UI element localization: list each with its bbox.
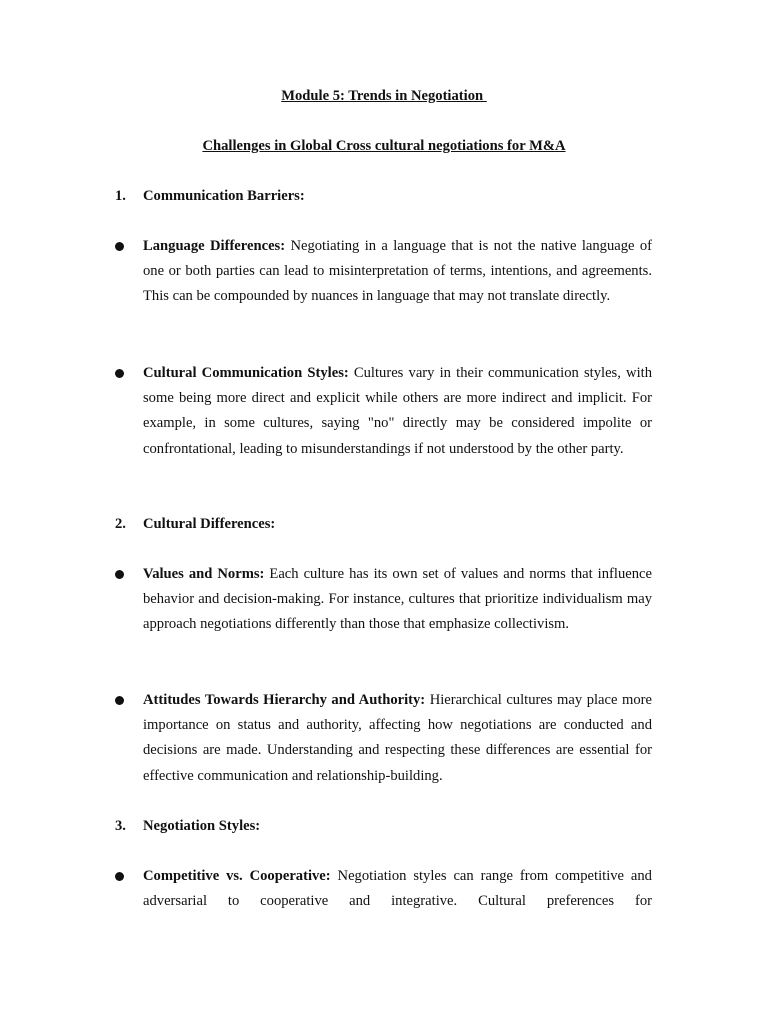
bullet-text — [143, 688, 652, 789]
bullet-body: Negotiating in a language that is not the native language of one or both parties can lead to misinterpretation of terms, intentions, and agreements. This can be compounded by nuances in language that may not translate directly. — [143, 238, 653, 305]
bullet-text — [143, 864, 652, 914]
bullet-text — [143, 234, 652, 310]
bullet-body: Hierarchical cultures may place more importance on status and authority, affecting how negotiations are conducted and decisions are made. Understanding and respecting these differences are essential for effective communication and relationship-building. — [143, 692, 652, 784]
bullet-term: Cultural Communication Styles: — [143, 365, 349, 381]
bullet-body: Cultures vary in their communication styles, with some being more direct and explicit while others are more indirect and implicit. For example, in some cultures, saying "no" directly may be considered impolite or confrontational, leading to misunderstandings if not understood by the other party. — [143, 365, 652, 457]
section-title: Cultural Differences: — [143, 516, 276, 532]
bullet-body: Negotiation styles can range from competitive and adversarial to cooperative and integrative. Cultural preferences for — [143, 868, 652, 910]
list-item — [115, 364, 652, 462]
bullet-term: Attitudes Towards Hierarchy and Authority: — [143, 692, 426, 708]
section-number: 3. — [115, 818, 126, 834]
bullet-icon — [115, 570, 124, 579]
list-item — [115, 237, 652, 310]
module-title: Module 5: Trends in Negotiation — [281, 88, 487, 104]
bullet-term: Language Differences: — [143, 238, 286, 254]
section-heading — [115, 187, 305, 205]
bullet-icon — [115, 242, 124, 251]
bullet-icon — [115, 369, 124, 378]
section-heading — [115, 817, 260, 835]
list-item — [115, 691, 652, 789]
bullet-term: Values and Norms: — [143, 566, 265, 582]
bullet-text — [143, 361, 652, 462]
bullet-text — [143, 562, 652, 638]
bullet-term: Competitive vs. Cooperative: — [143, 868, 331, 884]
section-title: Communication Barriers: — [143, 188, 305, 204]
bullet-body: Each culture has its own set of values and norms that influence behavior and decision-making. For instance, cultures that prioritize individualism may approach negotiations differently than those that emphasize collectivism. — [143, 566, 652, 633]
section-heading — [115, 515, 275, 533]
bullet-icon — [115, 696, 124, 705]
bullet-icon — [115, 872, 124, 881]
document-subtitle: Challenges in Global Cross cultural negotiations for M&A — [202, 138, 566, 154]
section-title: Negotiation Styles: — [143, 818, 261, 834]
section-number: 2. — [115, 516, 126, 532]
section-number: 1. — [115, 188, 126, 204]
list-item — [115, 565, 652, 638]
list-item — [115, 867, 652, 914]
